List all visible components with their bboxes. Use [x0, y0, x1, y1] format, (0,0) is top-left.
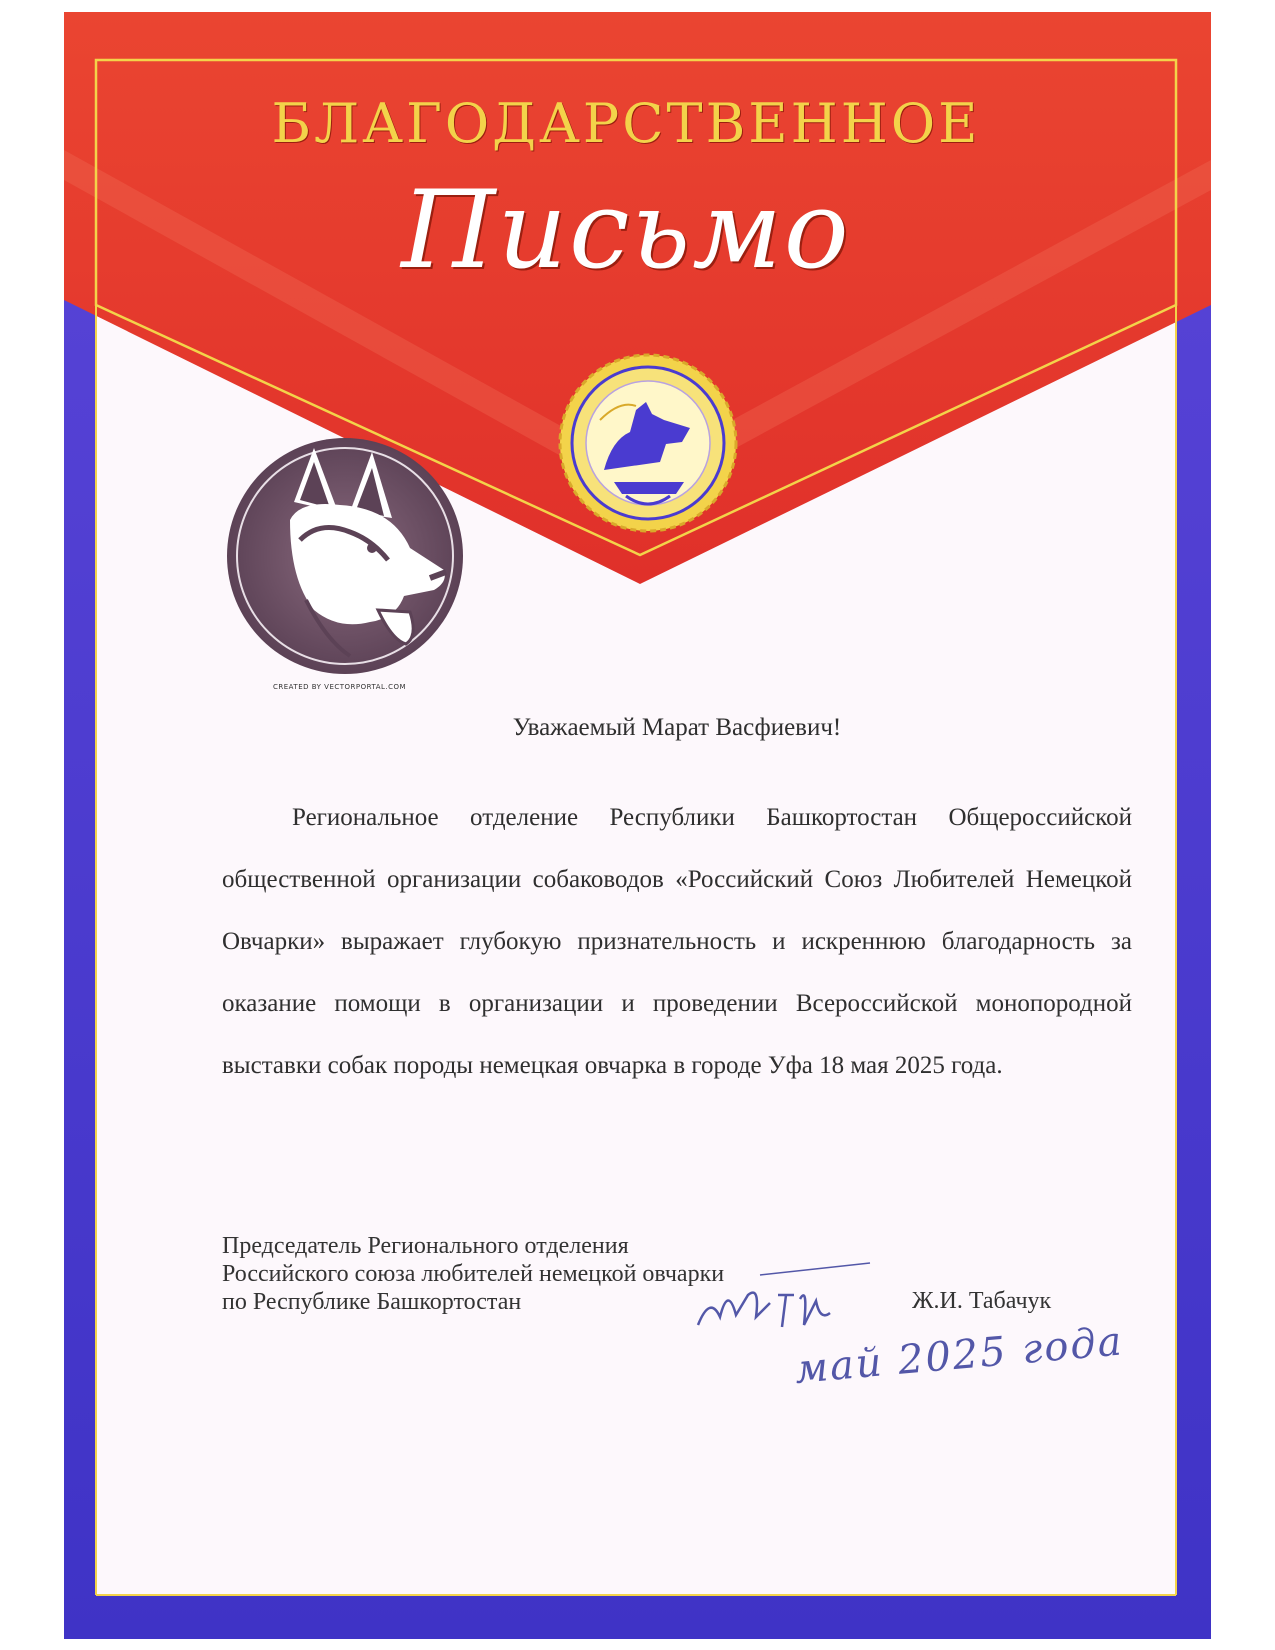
title-line-2: Письмо: [401, 168, 851, 293]
signer-name: Ж.И. Табачук: [912, 1288, 1052, 1314]
position-line-1: Председатель Регионального отделения: [222, 1233, 629, 1259]
letter-body: Региональное отделение Республики Башкортостан Общероссийской общественной организации собаководов «Российский Союз Любителей Немецкой Овчарки» выражает глубокую признательность и искреннюю благодарность за оказание помощи в организации и проведении Всероссийской монопородной выставки собак породы немецкая овчарка в городе Уфа 18 мая 2025 года.: [222, 804, 1132, 1079]
title-line-1: БЛАГОДАРСТВЕННОЕ: [271, 92, 981, 155]
signer-position: [222, 1232, 724, 1316]
handwritten-date: май 2025 года: [792, 1318, 1126, 1393]
handwritten-signature-icon: [690, 1255, 880, 1345]
position-line-3: по Республике Башкортостан: [222, 1289, 522, 1315]
position-line-2: Российского союза любителей немецкой овчарки: [222, 1261, 725, 1287]
logo-credit: CREATED BY VECTORPORTAL.COM: [273, 683, 407, 691]
bashkortostan-emblem-icon: [560, 355, 736, 531]
greeting: Уважаемый Марат Васфиевич!: [512, 714, 842, 741]
german-shepherd-logo-icon: [227, 438, 463, 674]
